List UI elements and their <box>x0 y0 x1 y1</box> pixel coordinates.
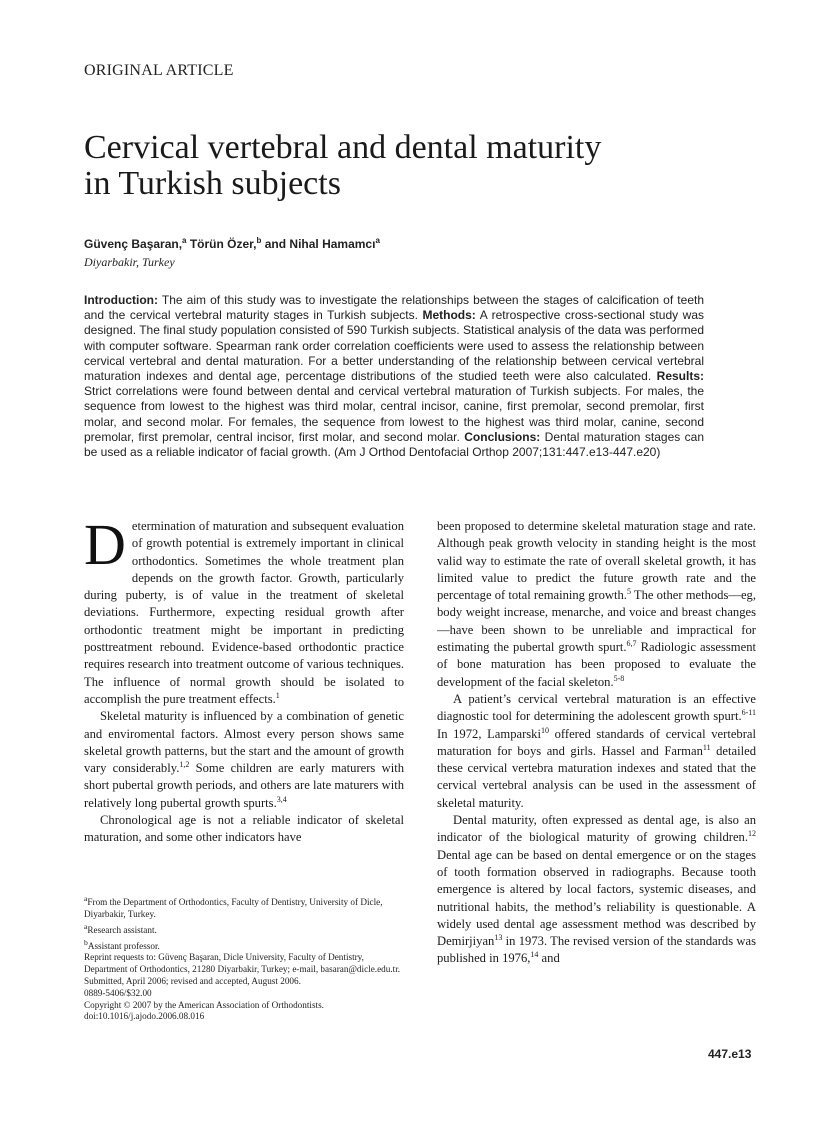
abstract-conclusions-text: Dental maturation stages can be used as a reliable indicator of facial growth. (Am J Orthod Dentofacial Orthop 2007;131:447.e13-447.e20) <box>84 429 704 460</box>
abstract <box>84 293 704 460</box>
body-paragraph <box>84 812 404 847</box>
article-title <box>84 130 724 202</box>
paragraph-text: In 1972, Lamparski <box>437 726 541 741</box>
abstract-intro-text: The aim of this study was to investigate the relationships between the stages of calcification of teeth and the cervical vertebral maturity stages in Turkish subjects. <box>84 293 704 323</box>
footnote-text: Research assistant. <box>87 924 157 935</box>
author-list <box>84 236 380 251</box>
paragraph-text: The other methods—eg, body weight increase, menarche, and voice and breast changes—have been shown to be unreliable and impractical for estimating the pubertal growth spurt. <box>437 588 757 655</box>
body-column-right <box>437 518 756 968</box>
footnote-text: From the Department of Orthodontics, Faculty of Dentistry, University of Dicle, Diyarbakir, Turkey. <box>84 897 383 919</box>
title-line-2: in Turkish subjects <box>84 165 341 202</box>
abstract-results-label: Results: <box>651 369 704 384</box>
body-paragraph <box>437 812 756 968</box>
citation-ref[interactable]: 11 <box>702 742 711 752</box>
abstract-intro-label: Introduction: <box>84 293 158 307</box>
author-1-affil-mark: a <box>182 236 187 245</box>
abstract-methods-label: Methods: <box>417 308 476 323</box>
footnote-issn: 0889-5406/$32.00 <box>84 987 152 998</box>
paragraph-text: offered standards of cervical vertebral maturation for boys and girls. Hassel and Farman <box>437 726 756 758</box>
drop-cap: D <box>84 512 126 577</box>
citation-ref[interactable]: 6,7 <box>626 638 637 648</box>
page-number: 447.e13 <box>708 1047 752 1061</box>
paragraph-text: been proposed to determine skeletal maturation stage and rate. Although peak growth velocity in standing height is the most valid way to estimate the rate of overall skeletal growth, it has limited value to predict the future growth rate and the percentage of total remaining growth. <box>437 519 756 603</box>
author-1: Güvenç Başaran, <box>84 237 183 251</box>
body-paragraph <box>437 518 756 691</box>
footnote-doi[interactable]: doi:10.1016/j.ajodo.2006.08.016 <box>84 1011 205 1022</box>
body-paragraph <box>437 691 756 812</box>
author-3-affil-mark: a <box>375 236 380 245</box>
title-line-1: Cervical vertebral and dental maturity <box>84 129 602 166</box>
citation-ref[interactable]: 3,4 <box>276 794 287 804</box>
footnote-reprint: Reprint requests to: Güvenç Başaran, Dicle University, Faculty of Dentistry, Department of Orthodontics, 21280 Diyarbakir, Turkey; e-mail, basaran@dicle.edu.tr. <box>84 952 401 975</box>
citation-ref[interactable]: 5-8 <box>613 673 625 683</box>
paragraph-text: Dental age can be based on dental emergence or on the stages of tooth formation observed in radiographs. Because tooth emergence is altered by local factors, systemic diseases, and nutritional habits, the method’s reliability is questionable. A widely used dental age assessment method was described by Demirjiyan <box>437 847 756 949</box>
body-paragraph <box>84 708 404 812</box>
footnote-mark: b <box>84 937 88 947</box>
paragraph-text: Dental maturity, often expressed as dental age, is also an indicator of the biological maturity of growing children. <box>437 813 756 845</box>
author-2: Törün Özer, <box>186 237 257 251</box>
paragraph-text: A patient’s cervical vertebral maturation is an effective diagnostic tool for determining the adolescent growth spurt. <box>437 691 756 724</box>
abstract-methods-text: A retrospective cross-sectional study was designed. The final study population consisted of 590 Turkish subjects. Statistical analysis of the data was performed with computer software. Spearman rank order correlation coefficients were used to assess the relationship between cervical vertebral and dental maturation. For a better understanding of the relationship between cervical vertebral maturation indexes and dental age, percentage distributions of the studied teeth were also calculated. <box>84 308 705 384</box>
paragraph-text: Chronological age is not a reliable indicator of skeletal maturation, and some other indicators have <box>84 813 404 845</box>
citation-ref[interactable]: 12 <box>748 829 756 839</box>
body-column-left <box>84 512 404 847</box>
author-location: Diyarbakir, Turkey <box>84 255 175 269</box>
author-3: and Nihal Hamamcı <box>261 237 376 251</box>
citation-ref[interactable]: 10 <box>540 725 549 735</box>
footnote-affiliation <box>84 893 404 921</box>
abstract-results-text: Strict correlations were found between dental and cervical vertebral maturation of Turkish subjects. For males, the sequence from lowest to the highest was third molar, central incisor, canine, first premolar, second premolar, first molar, and second molar. For females, the sequence from lowest to the highest was third molar, canine, second premolar, first premolar, central incisor, first molar, and second molar. <box>84 384 704 444</box>
footnote-mark: a <box>84 921 88 931</box>
paragraph-text: detailed these cervical vertebra maturation indexes and stated that the cervical vertebral analysis can be used in the assessment of skeletal maturity. <box>437 743 756 810</box>
paragraph-text: etermination of maturation and subsequent evaluation of growth potential is extremely important in clinical orthodontics. Sometimes the whole treatment plan depends on the growth factor. Growth, particularly during puberty, is of value in the treatment of skeletal deviations. Furthermore, expecting residual growth after orthodontic treatment might be important in predicting posttreatment rebound. Evidence-based orthodontic practice requires research into treatment outcome of various techniques. The influence of normal growth should be isolated to accomplish the pure treatment effects. <box>84 519 404 706</box>
citation-ref[interactable]: 1 <box>275 690 280 700</box>
footnotes <box>84 893 404 1023</box>
citation-ref[interactable]: 13 <box>494 932 503 942</box>
body-paragraph <box>84 512 404 708</box>
footnote-copyright: Copyright © 2007 by the American Association of Orthodontists. <box>84 999 324 1010</box>
footnote-role <box>84 937 404 953</box>
paragraph-text: Some children are early maturers with short pubertal growth periods, and others are late maturers with relatively long pubertal growth spurts. <box>84 761 404 810</box>
footnote-text: Assistant professor. <box>87 940 160 951</box>
citation-ref[interactable]: 5 <box>626 587 631 596</box>
abstract-conclusions-label: Conclusions: <box>459 429 541 444</box>
citation-ref[interactable]: 14 <box>530 950 539 960</box>
citation-ref[interactable]: 1,2 <box>179 759 190 769</box>
paragraph-text: Radiologic assessment of bone maturation has been proposed to evaluate the development of the facial skeleton. <box>437 640 756 689</box>
paragraph-text: Skeletal maturity is influenced by a combination of genetic and enviromental factors. Almost every person shows same skeletal growth patterns, but the start and the amount of growth vary considerably. <box>84 709 404 776</box>
author-2-affil-mark: b <box>256 236 262 245</box>
paragraph-text: and <box>538 951 560 966</box>
citation-ref[interactable]: 6-11 <box>741 708 756 718</box>
footnote-role <box>84 921 404 937</box>
footnote-submitted: Submitted, April 2006; revised and accepted, August 2006. <box>84 975 301 986</box>
footnote-mark: a <box>84 894 88 903</box>
section-label: ORIGINAL ARTICLE <box>84 62 234 79</box>
paragraph-text: in 1973. The revised version of the standards was published in 1976, <box>437 934 756 966</box>
